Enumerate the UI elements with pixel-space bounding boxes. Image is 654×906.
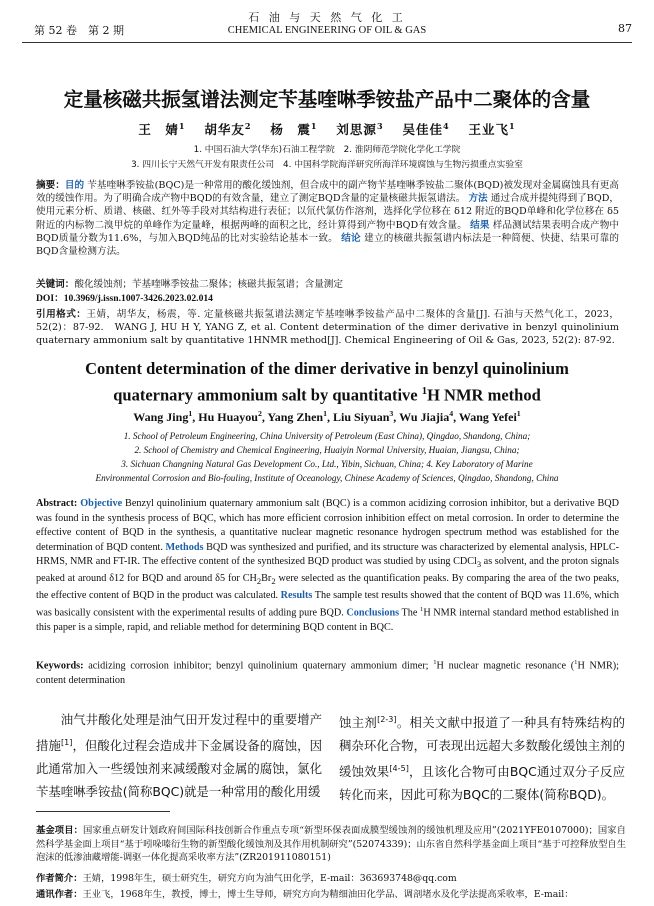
abstract-cn: 摘要：目的 苄基喹啉季铵盐(BQC)是一种常用的酸化缓蚀剂，但合成中的副产物苄基喹啉季铵盐二聚体(BQD)被发现对金属腐蚀具有更高效的缓蚀作用。为了明确合成产物中BQD的有效含量，建立了测定BQD含量的定量核磁共振氢谱法。 方法 通过合成并提纯得到了BQD，使用元素分析、质谱、核磁、红外等手段对其结构进行表征；以氘代氯仿作溶剂，选择化学位移在 δ12 附近的BQD单峰和化学位移在 δ5 附近的内标物二溴甲烷的单峰作为定量峰，根据两峰的面积之比，经计算得到产物中BQD有效含量。 结果 样品测试结果表明合成产物中BQD质量分数为11.6%，与加入BQD纯品的比对实验结论基本一致。 结论 建立的核磁共振氢谱内标法是一种简便、快捷、结果可靠的BQD含量检测方法。 — [36, 180, 620, 258]
reference-link[interactable]: [2-3] — [377, 715, 397, 724]
author-cn: 胡华友 — [204, 122, 245, 137]
author-cn: 王业飞 — [468, 122, 509, 137]
citation-format: 引用格式：王婧，胡华友，杨震，等. 定量核磁共振氢谱法测定苄基喹啉季铵盐产品中二聚体的含量[J]. 石油与天然气化工，2023，52(2)：87-92. WANG J, HU H Y, YANG Z, et al. Content determination of the dimer derivative in benzyl quinolinium quaternary ammonium salt by quantitative 1HNMR method[J]. Chemical Engineering of Oil & Gas, 2023, 52(2): 87-92. — [36, 309, 619, 347]
author-cn: 吴佳佳 — [402, 122, 443, 137]
reference-link[interactable]: [1] — [60, 738, 73, 747]
methods-label-en: Methods — [165, 541, 204, 553]
conclusion-label-en: Conclusions — [346, 607, 400, 619]
methods-label: 方法 — [468, 193, 488, 205]
results-label-en: Results — [280, 589, 313, 601]
objective-label-en: Objective — [80, 498, 123, 509]
body-column-left: 油气井酸化处理是油气田开发过程中的重要增产措施[1]，但酸化过程会造成井下金属设备的腐蚀，因此通常加入一些缓蚀剂来减缓酸对金属的腐蚀，氯化苄基喹啉季铵盐(简称BQC)就是一种常用的酸化用缓 — [36, 712, 323, 800]
article-title-cn: 定量核磁共振氢谱法测定苄基喹啉季铵盐产品中二聚体的含量 — [63, 88, 591, 111]
authors-en: Wang Jing$^1$, Hu Huayou$^2$, Yang Zhen$^1$, Liu Siyuan$^3$, Wu Jiajia$^4$, Wang Yefei$^1$ — [133, 409, 521, 424]
volume-issue: 第 52 卷 第 2 期 — [34, 24, 124, 37]
footnote-rule — [36, 811, 170, 812]
fund-footnote: 基金项目：国家重点研发计划政府间国际科技创新合作重点专项“新型环保表面成膜型缓蚀剂的缓蚀机理及应用”(2021YFE0107000)；国家自然科学基金面上项目“基于吲哚嗪衍生物的新型酸化缓蚀剂及其作用机制研究”(52074339)；山东省自然科学基金面上项目“基于可控释放型自生泡沫的低渗油藏增能-调驱一体化提高采收率方法”(ZR201911080151) — [36, 825, 626, 863]
page-number: 87 — [618, 22, 632, 35]
conclusion-label: 结论 — [341, 232, 361, 244]
objective-label: 目的 — [64, 180, 85, 191]
journal-name-en: CHEMICAL ENGINEERING OF OIL & GAS — [227, 25, 427, 36]
affiliation-en-line: 2. School of Chemistry and Chemical Engineering, Huaiyin Normal University, Huaian, Jiangsu, China; — [134, 445, 520, 455]
doi: DOI：10.3969/j.issn.1007-3426.2023.02.014 — [36, 293, 213, 304]
reference-link[interactable]: [4-5] — [389, 764, 409, 774]
article-title-en: Content determination of the dimer derivative in benzyl quinolinium quaternary ammonium salt by quantitative $^1$H NMR method — [85, 359, 569, 405]
abstract-en: Abstract: Objective Benzyl quinolinium quaternary ammonium salt (BQC) is a common acidizing corrosion inhibitor, but a derivative BQD was found in the synthesis process of BQC, which has more efficient corrosion inhibition effect on metal corrosion. In order to determine the effective content of BQD in the synthesis, a quantitative nuclear magnetic resonance hydrogen spectrum method was established for the determination of BQD content. Methods BQD was synthesized and purified, and its structure was characterized by elemental analysis, HPLC-HRMS, NMR and FT-IR. The effective content of the synthesized BQD product was studied by using CDCl$_3$ as solvent, and the proton signals peaked at around δ12 for BQD and around δ5 for $CH_2Br_2$ were selected as the quantification peaks. By comparing the area of the two peaks, the effective content of BQD in the product was calculated. Results The sample test results showed that the content of BQD was 11.6%, which was basically consistent with the experimental results of adding pure BQD. Conclusions The $^1$H NMR internal standard method established in this paper is a simple, rapid, and reliable method for determining BQD content in BQC. — [36, 498, 620, 634]
affiliation-cn-line: 3. 四川长宁天然气开发有限责任公司 4. 中国科学院海洋研究所海洋环境腐蚀与生物污损重点实验室 — [131, 160, 523, 170]
author-cn: 刘思源 — [336, 122, 377, 137]
journal-header — [0, 0, 654, 44]
keywords-cn: 关键词：酸化缓蚀剂；苄基喹啉季铵盐二聚体；核磁共振氢谱；含量测定 — [36, 279, 343, 290]
header-rule — [22, 42, 632, 43]
author-footnote: 作者简介：王婧，1998年生，硕士研究生，研究方向为油气田化学，E-mail：363693748@qq.com — [36, 873, 457, 884]
author-cn: 杨 震 — [270, 122, 311, 137]
results-label: 结果 — [470, 219, 490, 231]
author-cn: 王 婧 — [138, 122, 179, 137]
affiliation-en-line: 1. School of Petroleum Engineering, China University of Petroleum (East China), Qingdao, Shandong, China; — [123, 431, 531, 441]
body-column-right: 蚀主剂[2-3]。相关文献中报道了一种具有特殊结构的稠杂环化合物，可表现出远超大多数酸化缓蚀主剂的缓蚀效果[4-5]，且该化合物可由BQC通过双分子反应转化而来，因此可称为BQC的二聚体(简称BQD)。 — [339, 715, 626, 803]
affiliation-en-line: 3. Sichuan Changning Natural Gas Development Co., Ltd., Yibin, Sichuan, China; 4. Key Laboratory of Marine — [121, 459, 533, 469]
authors-cn: 王 婧$^1$ 胡华友$^2$ 杨 震$^1$ 刘思源$^3$ 吴佳佳$^4$ 王业飞$^1$ — [138, 120, 516, 137]
affiliation-cn-line: 1. 中国石油大学(华东)石油工程学院 2. 淮阴师范学院化学化工学院 — [193, 145, 461, 155]
keywords-en: Keywords: acidizing corrosion inhibitor; benzyl quinolinium quaternary ammonium dimer; $^1$H nuclear magnetic resonance ($^1$H NMR); content determination — [36, 659, 619, 686]
journal-name-cn: 石 油 与 天 然 气 化 工 — [248, 11, 406, 24]
corresponding-author-footnote: 通讯作者：王业飞，1968年生，教授，博士，博士生导师，研究方向为精细油田化学品、调剖堵水及化学法提高采收率，E-mail： — [36, 889, 574, 900]
affiliation-en-line: Environmental Corrosion and Bio-fouling, Institute of Oceanology, Chinese Academy of Sciences, Qingdao, Shandong, China — [95, 473, 559, 483]
